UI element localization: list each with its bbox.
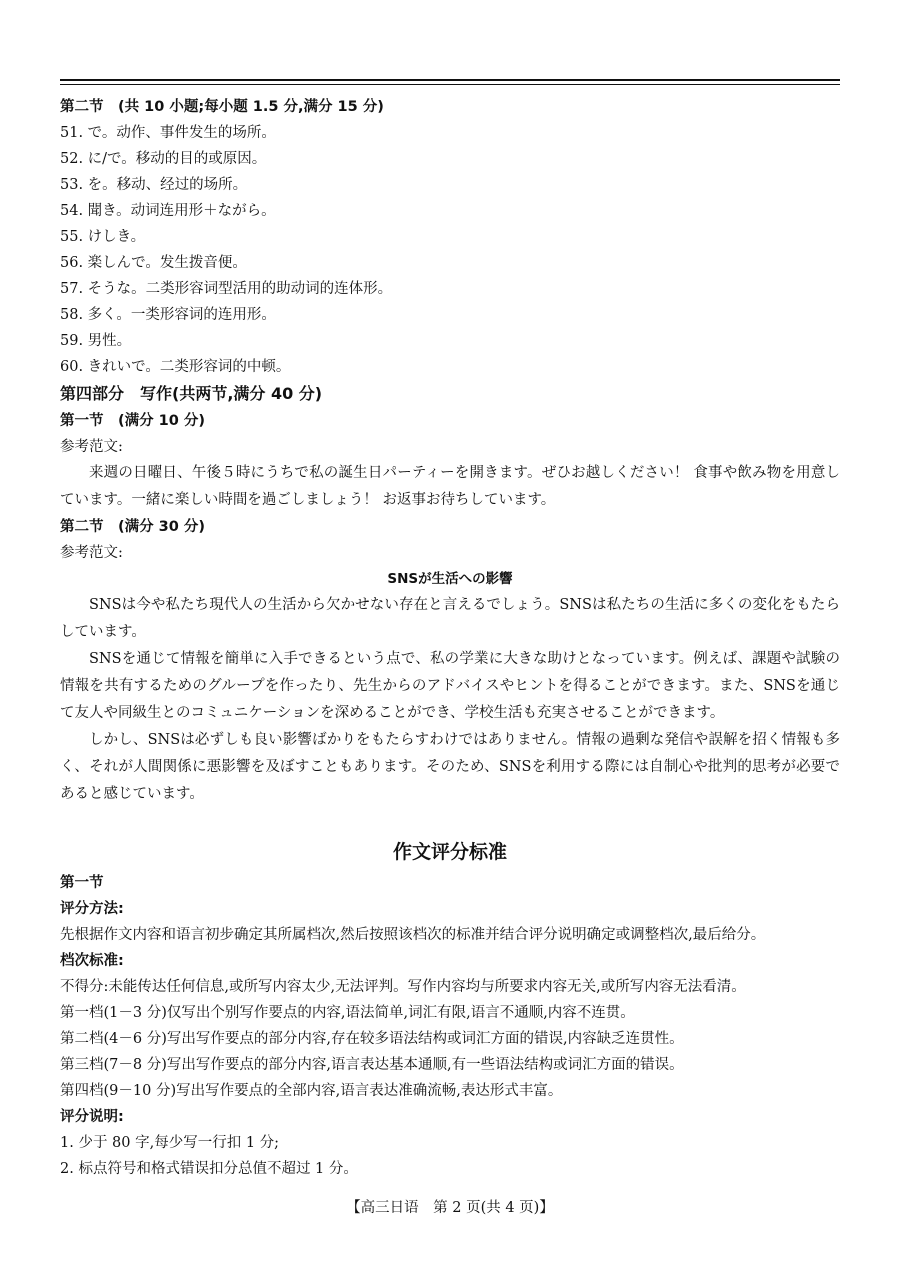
answer-item: 51. で。动作、事件发生的场所。 [60, 125, 276, 141]
answer-item: 55. けしき。 [60, 229, 146, 245]
note-item: 2. 标点符号和格式错误扣分总值不超过 1 分。 [60, 1161, 358, 1177]
answer-list [60, 120, 840, 380]
header-rule-thick [60, 79, 840, 81]
level-list [60, 974, 840, 1104]
reference-label: 参考范文: [60, 545, 123, 561]
answer-item: 52. に/で。移动的目的或原因。 [60, 151, 267, 167]
answer-item: 53. を。移动、经过的场所。 [60, 177, 248, 193]
answer-item: 59. 男性。 [60, 333, 132, 349]
criteria-section: 第一节 [60, 875, 104, 891]
answer-item: 54. 聞き。动词连用形＋ながら。 [60, 203, 276, 219]
essay-paragraph: SNSを通じて情報を簡単に入手できるという点で、私の学業に大きな助けとなっています。例えば、課題や試験の情報を共有するためのグループを作ったり、先生からのアドバイスやヒントを得ることができます。また、SNSを通じて友人や同級生とのコミュニケーションを深めることができ、学校生活も充実させることができます。 [60, 651, 840, 721]
note-item: 1. 少于 80 字,每少写一行扣 1 分; [60, 1135, 280, 1151]
writing-section1-header: 第一节 (满分 10 分) [60, 413, 206, 429]
essay-paragraph: しかし、SNSは必ずしも良い影響ばかりをもたらすわけではありません。情報の過剰な発信や誤解を招く情報も多く、それが人間関係に悪影響を及ぼすこともあります。そのため、SNSを利用する際には自制心や批判的思考が必要であると感じています。 [60, 732, 840, 802]
criteria-title: 作文评分标准 [392, 841, 507, 863]
page-footer: 【高三日语 第 2 页(共 4 页)】 [346, 1200, 554, 1216]
section2-header: 第二节 (共 10 小题;每小题 1.5 分,满分 15 分) [60, 99, 384, 115]
essay-paragraph: SNSは今や私たち現代人の生活から欠かせない存在と言えるでしょう。SNSは私たちの生活に多くの変化をもたらしています。 [60, 597, 840, 640]
part4-title: 第四部分 写作(共两节,满分 40 分) [60, 384, 323, 403]
writing-section2-header: 第二节 (满分 30 分) [60, 519, 206, 535]
answer-item: 56. 楽しんで。发生拨音便。 [60, 255, 247, 271]
level-item: 第三档(7－8 分)写出写作要点的部分内容,语言表达基本通顺,有一些语法结构或词汇方面的错误。 [60, 1057, 684, 1073]
page-content [60, 94, 840, 1182]
essay-title: SNSが生活への影響 [387, 571, 513, 587]
header-rule-thin [60, 84, 840, 85]
method-text: 先根据作文内容和语言初步确定其所属档次,然后按照该档次的标准并结合评分说明确定或调整档次,最后给分。 [60, 927, 766, 943]
answer-item: 60. きれいで。二类形容词的中顿。 [60, 359, 291, 375]
answer-item: 57. そうな。二类形容词型活用的助动词的连体形。 [60, 281, 393, 297]
level-item: 第四档(9－10 分)写出写作要点的全部内容,语言表达准确流畅,表达形式丰富。 [60, 1083, 563, 1099]
reference-label: 参考范文: [60, 439, 123, 455]
sample-text-1: 来週の日曜日、午後５時にうちで私の誕生日パーティーを開きます。ぜひお越しください！ 食事や飲み物を用意しています。一緒に楽しい時間を過ごしましょう！ お返事お待ちしています。 [60, 465, 840, 508]
level-item: 第一档(1－3 分)仅写出个别写作要点的内容,语法简单,词汇有限,语言不通顺,内容不连贯。 [60, 1005, 635, 1021]
level-item: 不得分:未能传达任何信息,或所写内容太少,无法评判。写作内容均与所要求内容无关,或所写内容无法看清。 [60, 979, 746, 995]
level-item: 第二档(4－6 分)写出写作要点的部分内容,存在较多语法结构或词汇方面的错误,内容缺乏连贯性。 [60, 1031, 684, 1047]
level-label: 档次标准: [60, 953, 124, 969]
method-label: 评分方法: [60, 901, 124, 917]
notes-label: 评分说明: [60, 1109, 124, 1125]
answer-item: 58. 多く。一类形容词的连用形。 [60, 307, 276, 323]
